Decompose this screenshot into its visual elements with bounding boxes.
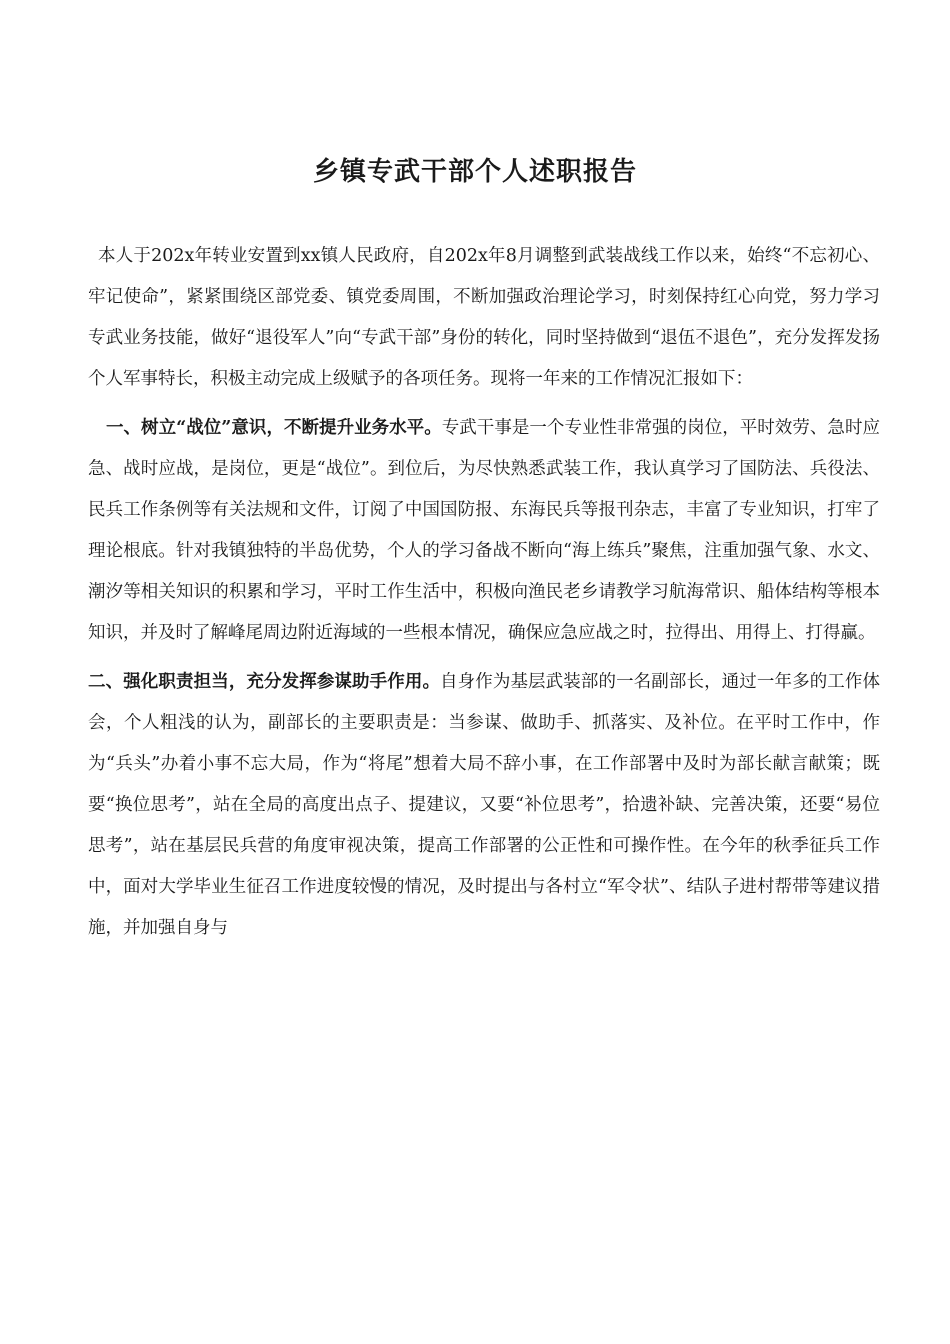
paragraph-text: 本人于202x年转业安置到xx镇人民政府，自202x年8月调整到武装战线工作以来，始终“不忘初心、牢记使命”，紧紧围绕区部党委、镇党委周围，不断加强政治理论学习，时刻保持红心向党，努力学习专武业务技能，做好“退役军人”向“专武干部”身份的转化，同时坚持做到“退伍不退色”，充分发挥发扬个人军事特长，积极主动完成上级赋予的各项任务。现将一年来的工作情况汇报如下：	[88, 246, 880, 389]
section-heading: 二、强化职责担当，充分发挥参谋助手作用。	[88, 672, 441, 692]
section-heading: 一、树立“战位”意识，不断提升业务水平。	[106, 418, 442, 438]
document-body	[88, 236, 880, 957]
page-title: 乡镇专武干部个人述职报告	[312, 157, 637, 187]
paragraph-text: 专武干事是一个专业性非常强的岗位，平时效劳、急时应急、战时应战，是岗位，更是“战位”。到位后，为尽快熟悉武装工作，我认真学习了国防法、兵役法、民兵工作条例等有关法规和文件，订阅了中国国防报、东海民兵等报刊杂志，丰富了专业知识，打牢了理论根底。针对我镇独特的半岛优势，个人的学习备战不断向“海上练兵”聚焦，注重加强气象、水文、潮汐等相关知识的积累和学习，平时工作生活中，积极向渔民老乡请教学习航海常识、船体结构等根本知识，并及时了解峰尾周边附近海域的一些根本情况，确保应急应战之时，拉得出、用得上、打得赢。	[88, 418, 880, 643]
paragraph-intro	[88, 236, 880, 400]
paragraph-text: 自身作为基层武装部的一名副部长，通过一年多的工作体会，个人粗浅的认为，副部长的主要职责是：当参谋、做助手、抓落实、及补位。在平时工作中，作为“兵头”办着小事不忘大局，作为“将尾”想着大局不辞小事，在工作部署中及时为部长献言献策；既要“换位思考”，站在全局的高度出点子、提建议，又要“补位思考”，拾遗补缺、完善决策，还要“易位思考”，站在基层民兵营的角度审视决策，提高工作部署的公正性和可操作性。在今年的秋季征兵工作中，面对大学毕业生征召工作进度较慢的情况，及时提出与各村立“军令状”、结队子进村帮带等建议措施，并加强自身与	[88, 672, 880, 938]
paragraph-section-1	[88, 408, 880, 654]
paragraph-section-2	[88, 662, 880, 949]
